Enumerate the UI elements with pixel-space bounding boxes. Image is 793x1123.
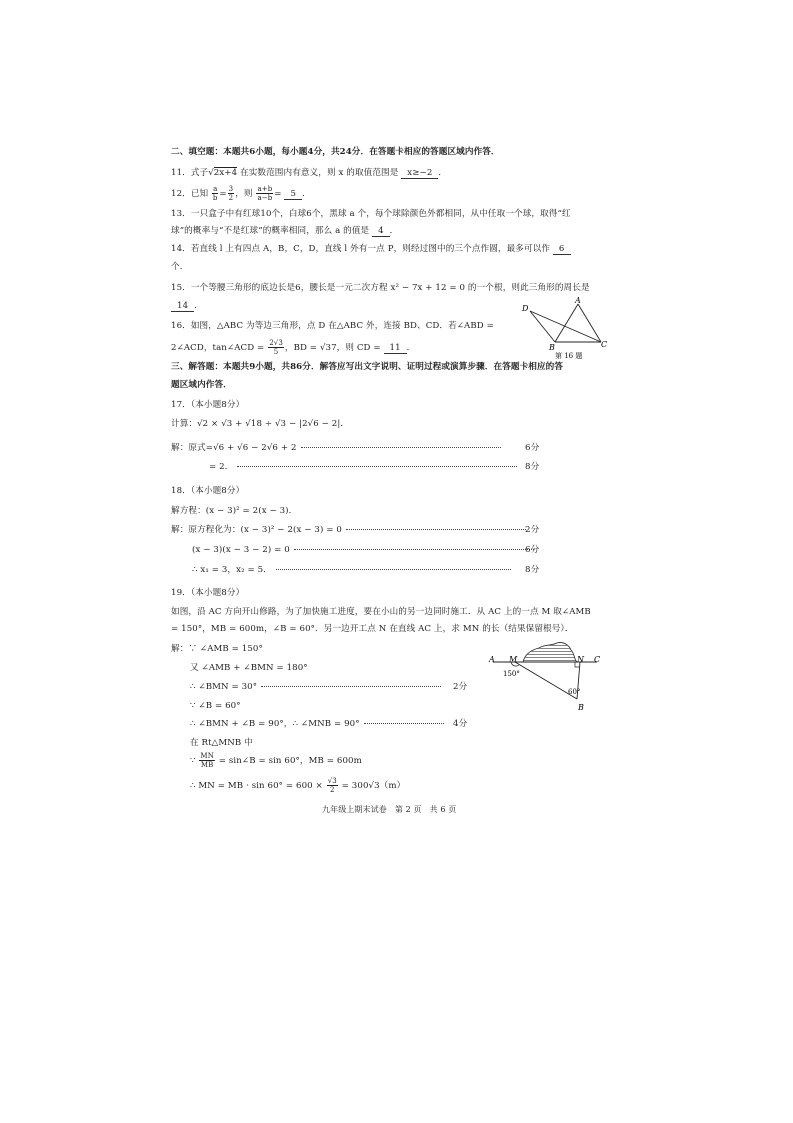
q19-problem-line1: 如图，沿 AC 方向开山修路，为了加快施工进度，要在小山的另一边同时施工．从 AC 上的一点 M 取∠AMB (171, 607, 591, 617)
q11-radicand: 2x+4 (213, 168, 238, 178)
page-footer: 九年级上期末试卷 第 2 页 共 6 页 (322, 805, 457, 814)
q15-line1: 15．一个等腰三角形的底边长是6，腰长是一元二次方程 x² − 7x + 12 = 0 的一个根，则此三角形的周长是 (171, 283, 590, 293)
q19-step1: 解：∵ ∠AMB = 150° (171, 644, 263, 654)
q19-step8-frac-num: √3 (327, 777, 337, 785)
section3-heading-line1: 三、解答题：本题共9小题，共86分．解答应写出文字说明、证明过程或演算步骤．在答题卡相应的答 (171, 362, 564, 372)
q18-step2-dots (294, 549, 534, 550)
q16-line1: 16．如图，△ABC 为等边三角形，点 D 在△ABC 外，连接 BD、CD．若∠ABD = (171, 321, 494, 331)
q18-step1-dots (346, 529, 526, 530)
q16-answer: 11 (384, 343, 407, 354)
q14-answer: 6 (553, 244, 571, 255)
fig19-label-c: C (594, 655, 601, 664)
q18-step2-text: (x − 3)(x − 3 − 2) = 0 (192, 545, 290, 555)
q18-step3-score: 8分 (525, 565, 540, 575)
q12-frac2-num: 3 (228, 185, 234, 193)
q17-step1-text: 解：原式=√6 + √6 − 2√6 + 2 (171, 443, 297, 453)
q19-step7-pre: ∵ (190, 756, 196, 766)
q12-frac3-num: a+b (257, 185, 273, 193)
q14-line1-text: 14．若直线 l 上有四点 A，B，C，D，直线 l 外有一点 P，则经过图中的三个点作圆，最多可以作 (171, 244, 551, 254)
section3-heading-line2: 题区域内作答． (171, 380, 232, 390)
q16-line2: 2∠ACD，tan∠ACD = $\frac{2√3}{5}$ ，BD = √37，则 CD = 11 ． (171, 339, 416, 356)
q19-step8-frac-den: 2 (329, 786, 335, 794)
q12-frac2 (228, 185, 235, 202)
q16-line2-pre: 2∠ACD，tan∠ACD = (171, 343, 265, 353)
fig19-label-b: B (578, 703, 584, 712)
section2-heading: 二、填空题：本题共6小题，每小题4分，共24分．在答题卡相应的答题区域内作答． (171, 147, 500, 157)
q18-step2 (192, 544, 538, 556)
q16-frac-num: 2√3 (269, 339, 283, 347)
fig19-angle-150: 150° (503, 670, 520, 678)
q19-step7-post: = sin∠B = sin 60°，MB = 600m (218, 756, 362, 766)
fig19-label-n: N (577, 655, 584, 664)
q18-step3 (192, 564, 515, 576)
fig16-label-c: C (601, 340, 608, 349)
q17-step2-dots (237, 466, 517, 467)
q18-step1-score: 2分 (525, 525, 540, 535)
q12-pre: 12．已知 (171, 189, 209, 199)
q13-line2: 球”的概率与“不是红球”的概率相同，那么 a 的值是 4 ． (171, 226, 399, 236)
q12: 12．已知 $\frac{a}{b}$ = $\frac{3}{2}$ ，则 $\frac{a+b}{a-b}$ = 5 ． (171, 185, 311, 202)
q11-pre: 11．式子 (171, 168, 209, 178)
q15-answer: 14 (171, 301, 194, 312)
q13-answer: 4 (372, 226, 390, 237)
fig19-angle-60: 60° (568, 688, 581, 696)
q18-title: 18．（本小题8分） (171, 486, 245, 496)
fig16-label-d: D (522, 304, 529, 313)
q18-step3-dots (276, 569, 511, 570)
q17-step1-score: 6分 (525, 443, 540, 453)
figure-19 (485, 636, 605, 716)
fig19-label-a: A (489, 655, 495, 664)
q19-step3 (190, 681, 445, 693)
q12-frac3 (256, 185, 273, 202)
q19-step7 (190, 752, 362, 769)
q11-mid: 在实数范围内有意义，则 x 的取值范围是 (240, 168, 399, 178)
q12-eq1: = (219, 189, 227, 199)
q16-frac-den: 5 (273, 348, 279, 356)
fig16-caption: 第 16 题 (555, 352, 583, 360)
q19-title: 19．（本小题8分） (171, 588, 245, 598)
q19-step5 (190, 718, 448, 730)
q19-step7-frac-den: MB (200, 761, 214, 769)
q19-step3-dots (261, 686, 441, 687)
q17-problem: 计算：√2 × √3 + √18 ÷ √3 − |2√6 − 2|． (171, 419, 350, 429)
fig19-label-m: M (509, 655, 518, 664)
q18-step2-score: 6分 (525, 545, 540, 555)
q14-line2: 个． (171, 262, 189, 272)
q19-step5-dots (364, 723, 444, 724)
q19-step5-text: ∴ ∠BMN + ∠B = 90°，∴ ∠MNB = 90° (190, 719, 360, 729)
q19-step8-pre: ∴ MN = MB · sin 60° = 600 × (190, 781, 323, 791)
q19-step7-frac-num: MN (200, 752, 214, 760)
q15-line2: 14 ． (171, 300, 203, 312)
q12-eq2: = (274, 189, 282, 199)
q13-line1: 13．一只盒子中有红球10个，白球6个，黑球 a 个，每个球除颜色外都相同，从中任取一个球，取得“红 (171, 209, 571, 219)
q12-mid: ，则 (235, 189, 253, 199)
q19-step6: 在 Rt△MNB 中 (190, 738, 253, 748)
q19-problem-line2: = 150°，MB = 600m，∠B = 60°．另一边开工点 N 在直线 AC 上，求 MN 的长（结果保留根号）． (171, 624, 574, 634)
q13-line2-pre: 球”的概率与“不是红球”的概率相同，那么 a 的值是 (171, 226, 370, 236)
q12-answer: 5 (284, 189, 302, 200)
q19-step8 (190, 777, 405, 794)
q12-frac1-den: b (212, 194, 218, 202)
q16-line2-mid: ，BD = √37，则 CD = (284, 343, 381, 353)
q19-step3-score: 2分 (453, 682, 468, 692)
q17-step2 (209, 461, 521, 473)
q12-frac1 (212, 185, 218, 202)
q18-problem: 解方程：(x − 3)² = 2(x − 3)． (171, 506, 298, 516)
q17-step2-text: = 2． (209, 462, 234, 472)
figure-16 (517, 296, 609, 364)
q18-step3-text: ∴ x₁ = 3，x₂ = 5． (192, 565, 272, 575)
q17-step1-dots (301, 447, 501, 448)
mountain-shape (523, 642, 577, 662)
q19-step3-text: ∴ ∠BMN = 30° (190, 682, 258, 692)
fig16-label-b: B (549, 343, 555, 352)
q17-step2-score: 8分 (525, 462, 540, 472)
q11: 11．式子√2x+4 在实数范围内有意义，则 x 的取值范围是 x≥−2 ． (171, 168, 448, 178)
q18-step1-text: 解：原方程化为：(x − 3)² − 2(x − 3) = 0 (171, 525, 342, 535)
q14-line1 (171, 243, 571, 255)
q19-step8-frac (327, 777, 338, 794)
q19-step2: 又 ∠AMB + ∠BMN = 180° (190, 663, 308, 673)
q17-title: 17．（本小题8分） (171, 400, 245, 410)
q19-step5-score: 4分 (453, 719, 468, 729)
q12-frac2-den: 2 (228, 194, 234, 202)
q19-step4: ∵ ∠B = 60° (190, 701, 241, 711)
q19-step8-post: = 300√3（m） (341, 781, 406, 791)
q16-frac (268, 339, 284, 356)
q19-step7-frac (199, 752, 215, 769)
fig16-label-a: A (575, 296, 581, 305)
q12-frac1-num: a (213, 185, 218, 193)
q17-step1 (171, 442, 553, 454)
q11-answer: x≥−2 (401, 168, 438, 179)
q12-frac3-den: a−b (257, 194, 273, 202)
q18-step1 (171, 524, 530, 536)
